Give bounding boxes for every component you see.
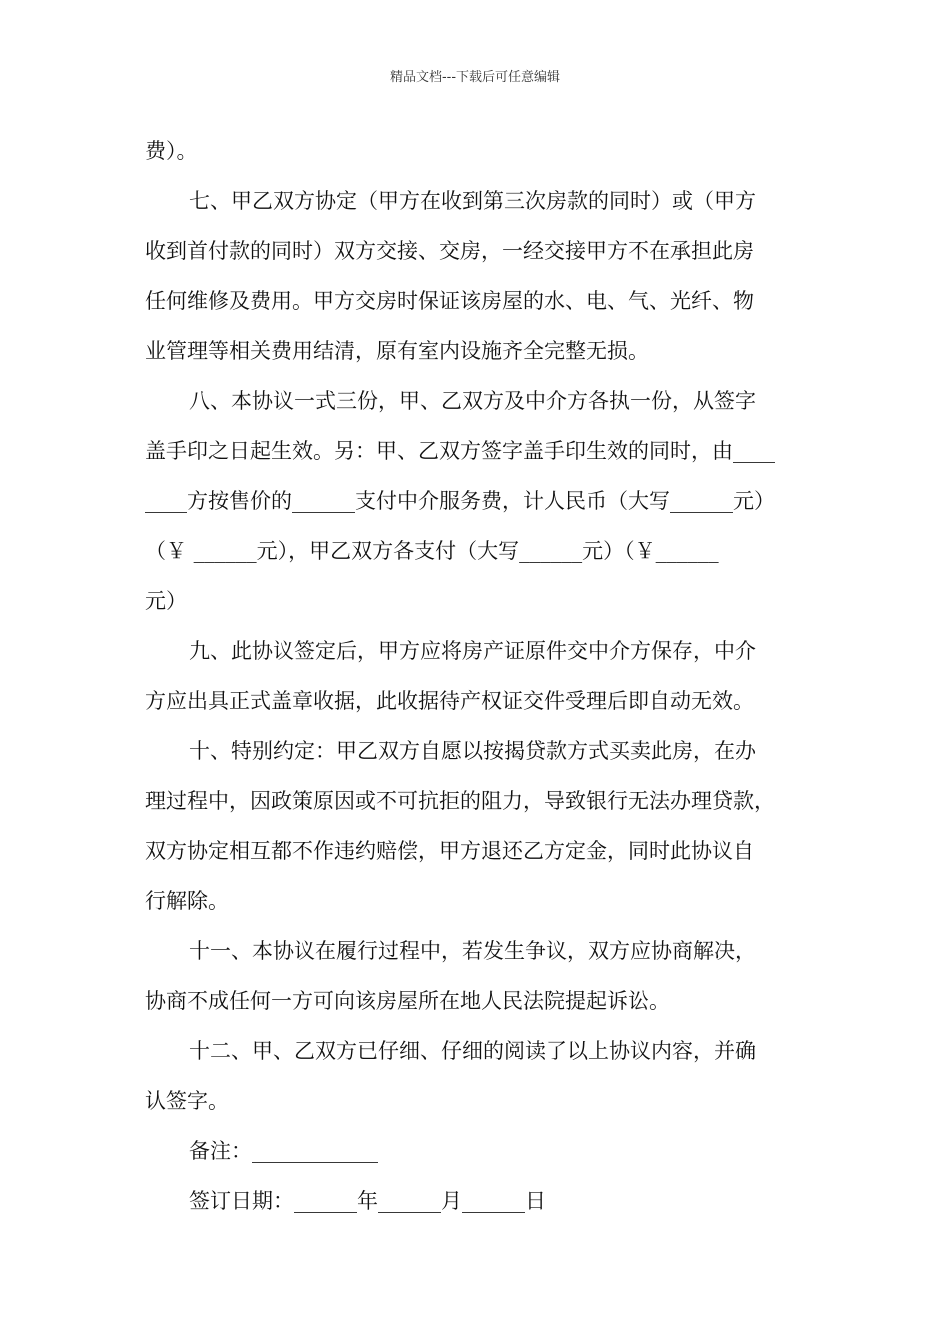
clause-8-line: （￥ ______元），甲乙双方各支付（大写______元）（￥______ (145, 539, 719, 563)
clause-8-line: ____方按售价的______支付中介服务费，计人民币（大写______元） (145, 489, 775, 513)
document-body (145, 126, 815, 1226)
text-line: 费）。 (145, 139, 198, 163)
clause-9-line: 九、此协议签定后，甲方应将房产证原件交中介方保存，中介 (189, 639, 756, 663)
signing-date-line: 签订日期：______年______月______日 (189, 1189, 546, 1213)
clause-8-line: 盖手印之日起生效。另：甲、乙双方签字盖手印生效的同时，由____ (145, 439, 775, 463)
remarks-line: 备注：____________ (189, 1139, 378, 1163)
clause-8-line: 八、本协议一式三份，甲、乙双方及中介方各执一份，从签字 (189, 389, 756, 413)
clause-11-line: 协商不成任何一方可向该房屋所在地人民法院提起诉讼。 (145, 989, 670, 1013)
clause-7-line: 七、甲乙双方协定（甲方在收到第三次房款的同时）或（甲方 (189, 189, 756, 213)
clause-10-line: 理过程中，因政策原因或不可抗拒的阻力，导致银行无法办理贷款， (145, 789, 775, 813)
clause-7-line: 收到首付款的同时）双方交接、交房，一经交接甲方不在承担此房 (145, 239, 754, 263)
clause-12-line: 十二、甲、乙双方已仔细、仔细的阅读了以上协议内容，并确 (189, 1039, 756, 1063)
page-header: 精品文档---下载后可任意编辑 (389, 70, 561, 85)
clause-9-line: 方应出具正式盖章收据，此收据待产权证交件受理后即自动无效。 (145, 689, 754, 713)
clause-8-line: 元） (145, 589, 187, 613)
clause-10-line: 十、特别约定：甲乙双方自愿以按揭贷款方式买卖此房，在办 (189, 739, 756, 763)
clause-7-line: 业管理等相关费用结清，原有室内设施齐全完整无损。 (145, 339, 649, 363)
clause-7-line: 任何维修及费用。甲方交房时保证该房屋的水、电、气、光纤、物 (145, 289, 754, 313)
clause-10-line: 双方协定相互都不作违约赔偿，甲方退还乙方定金，同时此协议自 (145, 839, 754, 863)
clause-12-line: 认签字。 (145, 1089, 229, 1113)
clause-10-line: 行解除。 (145, 889, 229, 913)
clause-11-line: 十一、本协议在履行过程中，若发生争议，双方应协商解决， (189, 939, 756, 963)
